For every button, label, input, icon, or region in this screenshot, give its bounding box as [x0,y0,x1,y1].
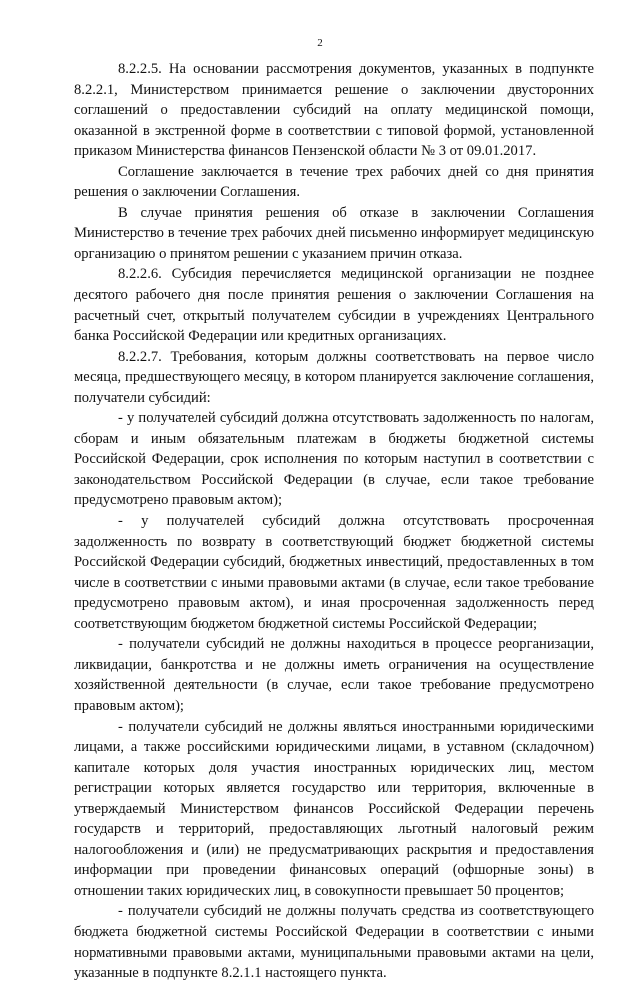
paragraph-8-2-2-6: 8.2.2.6. Субсидия перечисляется медицинской организации не позднее десятого рабочего дня после принятия решения о заключении Соглашения на расчетный счет, открытый получателем субсидии в учреждениях Центрального банка Российской Федерации или кредитных организациях. [74,266,594,345]
paragraph-8-2-2-5: 8.2.2.5. На основании рассмотрения документов, указанных в подпункте 8.2.2.1, Министерством принимается решение о заключении двусторонних соглашений о предоставлении субсидий на оплату медицинской помощи, оказанной в экстренной форме в соответствии с типовой формой, установленной приказом Министерства финансов Пензенской области № 3 от 09.01.2017. [74,61,594,160]
document-body [74,59,594,984]
paragraph-8-2-2-7: 8.2.2.7. Требования, которым должны соответствовать на первое число месяца, предшествующего месяцу, в котором планируется заключение соглашения, получатели субсидий: [74,348,594,406]
requirement-item-other-funds: - получатели субсидий не должны получать средства из соответствующего бюджета бюджетной системы Российской Федерации в соответствии с иными нормативными правовыми актами, муниципальными правовыми актами на цели, указанные в подпункте 8.2.1.1 настоящего пункта. [74,903,594,982]
paragraph-refusal: В случае принятия решения об отказе в заключении Соглашения Министерство в течение трех рабочих дней письменно информирует медицинскую организацию о принятом решении с указанием причин отказа. [74,204,594,262]
requirement-item-reorganization: - получатели субсидий не должны находиться в процессе реорганизации, ликвидации, банкротства и не должны иметь ограничения на осуществление хозяйственной деятельности (в случае, если такое требование предусмотрено правовым актом); [74,636,594,714]
paragraph-agreement-term: Соглашение заключается в течение трех рабочих дней со дня принятия решения о заключении Соглашения. [74,163,594,201]
requirement-item-overdue-debt: - у получателей субсидий должна отсутствовать просроченная задолженность по возврату в соответствующий бюджет бюджетной системы Российской Федерации субсидий, бюджетных инвестиций, предоставленных в том числе в соответствии с иными правовыми актами (в случае, если такое требование предусмотрено правовым актом), и иная просроченная задолженность перед соответствующим бюджетом бюджетной системы Российской Федерации; [74,513,594,632]
requirement-item-taxes: - у получателей субсидий должна отсутствовать задолженность по налогам, сборам и иным обязательным платежам в бюджеты бюджетной системы Российской Федерации, срок исполнения по которым наступил в соответствии с законодательством Российской Федерации (в случае, если такое требование предусмотрено правовым актом); [74,410,594,509]
requirement-item-foreign-entities: - получатели субсидий не должны являться иностранными юридическими лицами, а также российскими юридическими лицами, в уставном (складочном) капитале которых доля участия иностранных юридических лиц, местом регистрации которых является государство или территория, включенные в утверждаемый Министерством финансов Российской Федерации перечень государств и территорий, предоставляющих льготный налоговый режим налогообложения и (или) не предусматривающих раскрытия и предоставления информации при проведении финансовых операций (офшорные зоны) в отношении таких юридических лиц, в совокупности превышает 50 процентов; [74,718,594,899]
page-number: 2 [317,37,323,49]
